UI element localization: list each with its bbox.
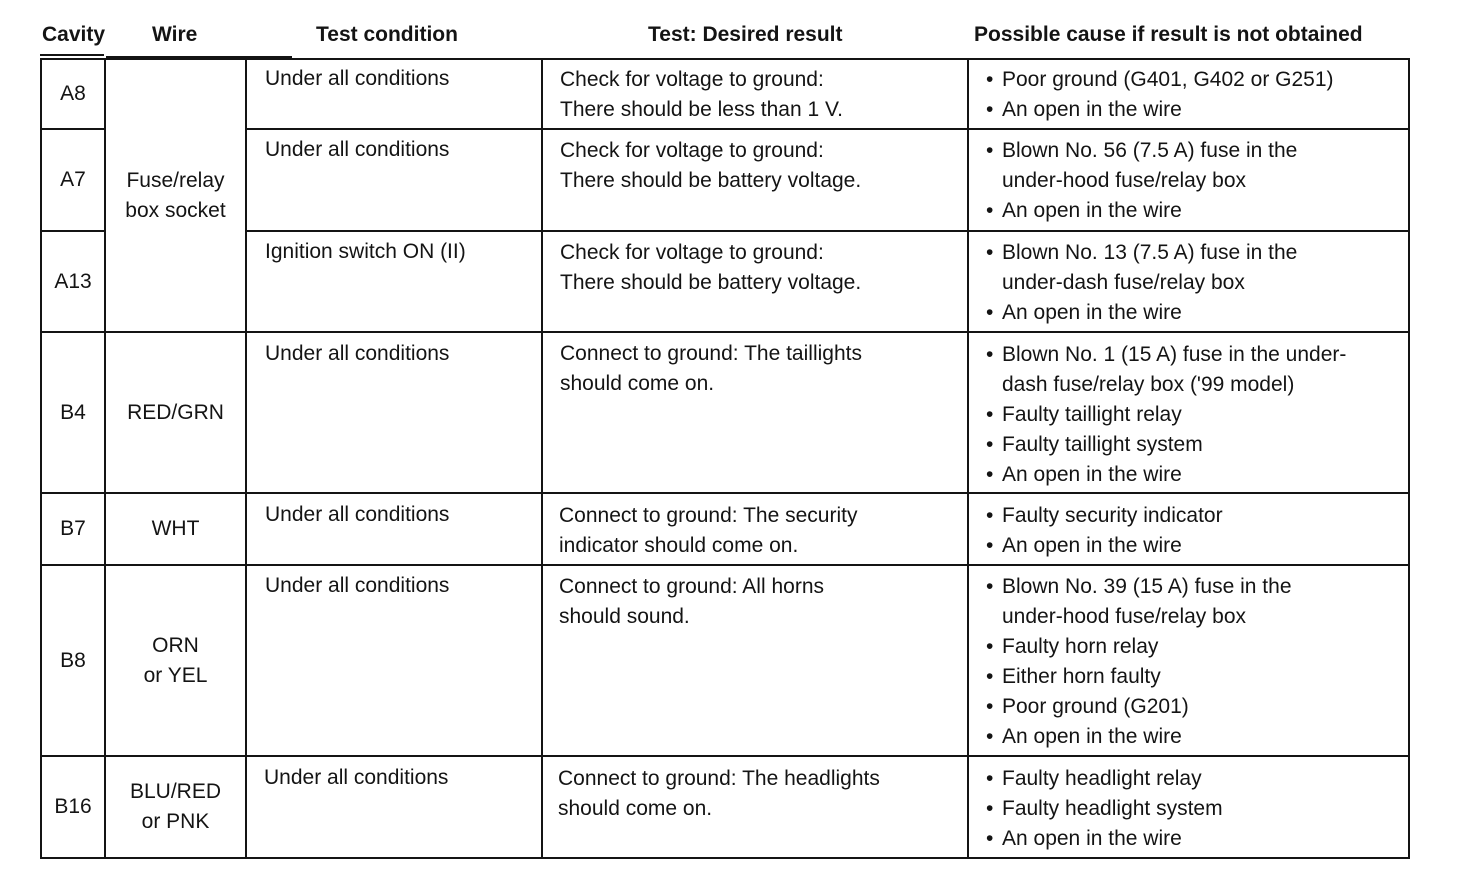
wire-label: or PNK <box>141 810 210 833</box>
cause-item: • Faulty taillight relay <box>984 400 1346 430</box>
possible-causes <box>984 136 1297 226</box>
cause-item: • Faulty headlight system <box>984 794 1223 824</box>
cavity-label: B16 <box>54 795 92 818</box>
wire-label: or YEL <box>143 663 208 687</box>
cause-item: • Poor ground (G201) <box>984 692 1292 722</box>
header-wire: Wire <box>152 23 198 46</box>
possible-causes <box>984 238 1297 328</box>
cause-item: • An open in the wire <box>984 824 1223 854</box>
cause-item: • Either horn faulty <box>984 662 1292 692</box>
wire-cell <box>106 757 245 857</box>
cavity-label: A13 <box>54 269 92 293</box>
test-condition: Ignition switch ON (II) <box>265 240 466 263</box>
cause-item: • Blown No. 39 (15 A) fuse in the <box>984 572 1292 602</box>
cause-item: • An open in the wire <box>984 196 1297 226</box>
possible-causes <box>984 65 1334 125</box>
desired-result: Connect to ground: The headlights should come on. <box>558 767 880 820</box>
cavity-label: B7 <box>60 517 86 540</box>
cavity-cell <box>42 232 104 331</box>
cause-item: • An open in the wire <box>984 531 1223 561</box>
cause-item: • An open in the wire <box>984 460 1346 490</box>
cavity-cell <box>42 130 104 230</box>
cavity-cell <box>42 494 104 564</box>
header-underline <box>40 54 104 56</box>
test-condition: Under all conditions <box>265 138 450 161</box>
test-condition: Under all conditions <box>265 574 450 597</box>
wire-label: box socket <box>125 198 226 222</box>
header-desired-result: Test: Desired result <box>648 23 843 46</box>
cause-item: • Blown No. 13 (7.5 A) fuse in the <box>984 238 1297 268</box>
test-condition: Under all conditions <box>265 342 450 365</box>
cause-item: • Blown No. 56 (7.5 A) fuse in the <box>984 136 1297 166</box>
desired-result: Check for voltage to ground: There should be less than 1 V. <box>560 68 843 121</box>
wire-label: BLU/RED <box>129 780 222 803</box>
test-condition: Under all conditions <box>265 503 450 526</box>
cavity-label: B4 <box>60 400 86 424</box>
cause-item-continued: dash fuse/relay box ('99 model) <box>1002 373 1295 396</box>
cavity-label: B8 <box>60 648 86 672</box>
wire-cell <box>106 566 245 755</box>
desired-result: Check for voltage to ground: There should be battery voltage. <box>560 241 862 294</box>
header-possible-cause: Possible cause if result is not obtained <box>974 23 1363 46</box>
cavity-cell <box>42 60 104 128</box>
test-condition: Under all conditions <box>264 766 449 789</box>
cause-item: • An open in the wire <box>984 298 1297 328</box>
cause-item: • Poor ground (G401, G402 or G251) <box>984 65 1334 95</box>
cause-item: • Blown No. 1 (15 A) fuse in the under- <box>984 340 1346 370</box>
possible-causes <box>984 764 1223 854</box>
cause-item-continued: under-hood fuse/relay box <box>1002 605 1246 628</box>
wire-cell <box>106 494 245 564</box>
cause-item: • Faulty security indicator <box>984 501 1223 531</box>
desired-result: Connect to ground: All horns should sound. <box>559 575 825 628</box>
possible-causes <box>984 501 1223 561</box>
possible-causes <box>984 340 1346 490</box>
cavity-label: A7 <box>60 168 86 191</box>
cause-item-continued: under-dash fuse/relay box <box>1002 271 1245 294</box>
desired-result: Connect to ground: The taillights should come on. <box>560 342 862 395</box>
possible-causes <box>984 572 1292 752</box>
desired-result: Connect to ground: The security indicator should come on. <box>559 504 858 557</box>
cause-item: • Faulty horn relay <box>984 632 1292 662</box>
wire-cell <box>106 333 245 492</box>
cause-item: • Faulty headlight relay <box>984 764 1223 794</box>
cavity-cell <box>42 333 104 492</box>
cavity-label: A8 <box>60 82 86 105</box>
wire-cell <box>106 60 245 331</box>
cause-item: • An open in the wire <box>984 722 1292 752</box>
cause-item-continued: under-hood fuse/relay box <box>1002 169 1246 192</box>
wire-label: RED/GRN <box>127 400 224 424</box>
wire-label: WHT <box>151 517 200 540</box>
cause-item: • Faulty taillight system <box>984 430 1346 460</box>
cavity-cell <box>42 566 104 755</box>
header-cavity: Cavity <box>42 23 106 46</box>
wire-label: Fuse/relay <box>126 168 225 192</box>
header-test-condition: Test condition <box>316 23 458 46</box>
cavity-cell <box>42 757 104 857</box>
wire-label: ORN <box>152 633 199 657</box>
test-condition: Under all conditions <box>265 67 450 90</box>
desired-result: Check for voltage to ground: There should be battery voltage. <box>560 139 862 192</box>
cause-item: • An open in the wire <box>984 95 1334 125</box>
